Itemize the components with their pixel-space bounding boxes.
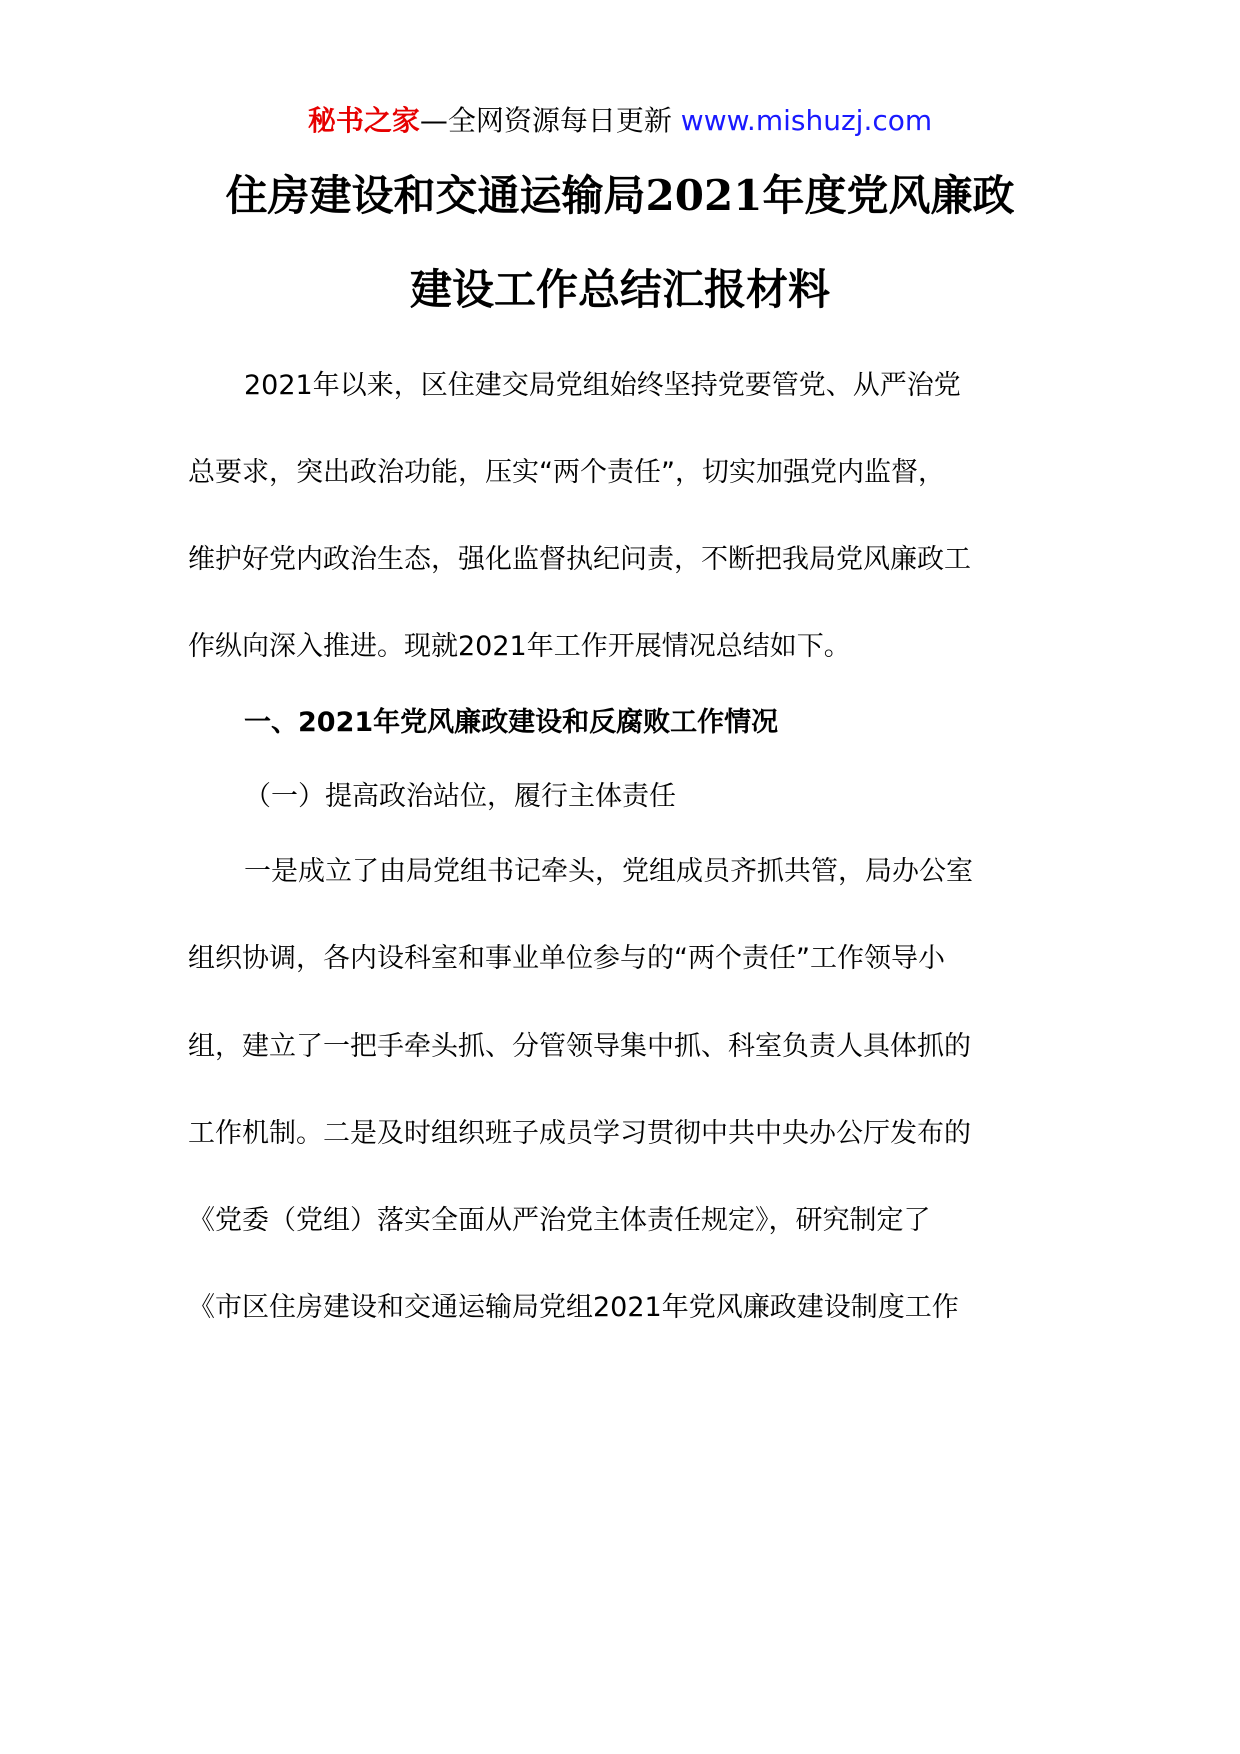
paragraph-line: 一是成立了由局党组书记牵头，党组成员齐抓共管，局办公室 xyxy=(244,856,973,887)
paragraph-line: 组，建立了一把手牵头抓、分管领导集中抓、科室负责人具体抓的 xyxy=(188,1031,971,1062)
paragraph-line: 维护好党内政治生态，强化监督执纪问责，不断把我局党风廉政工 xyxy=(188,544,971,575)
subsection-heading: （一）提高政治站位，履行主体责任 xyxy=(244,781,676,812)
header-tagline: —全网资源每日更新 xyxy=(419,104,672,137)
document-title-line-1: 住房建设和交通运输局2021年度党风廉政 xyxy=(225,171,1015,220)
header-url[interactable]: www.mishuzj.com xyxy=(680,104,933,137)
section-heading: 一、2021年党风廉政建设和反腐败工作情况 xyxy=(244,707,779,738)
brand-name: 秘书之家 xyxy=(307,104,420,137)
paragraph-line: 2021年以来，区住建交局党组始终坚持党要管党、从严治党 xyxy=(244,370,961,401)
paragraph-line: 《党委（党组）落实全面从严治党主体责任规定》，研究制定了 xyxy=(188,1205,931,1236)
document-title-line-2: 建设工作总结汇报材料 xyxy=(409,265,830,314)
paragraph-line: 工作机制。二是及时组织班子成员学习贯彻中共中央办公厅发布的 xyxy=(188,1118,971,1149)
paragraph-line: 作纵向深入推进。现就2021年工作开展情况总结如下。 xyxy=(188,631,851,662)
paragraph-line: 组织协调，各内设科室和事业单位参与的“两个责任”工作领导小 xyxy=(188,943,945,974)
watermark-header xyxy=(0,101,1240,141)
paragraph-line: 《市区住房建设和交通运输局党组2021年党风廉政建设制度工作 xyxy=(188,1292,959,1323)
paragraph-line: 总要求，突出政治功能，压实“两个责任”，切实加强党内监督， xyxy=(188,457,945,488)
